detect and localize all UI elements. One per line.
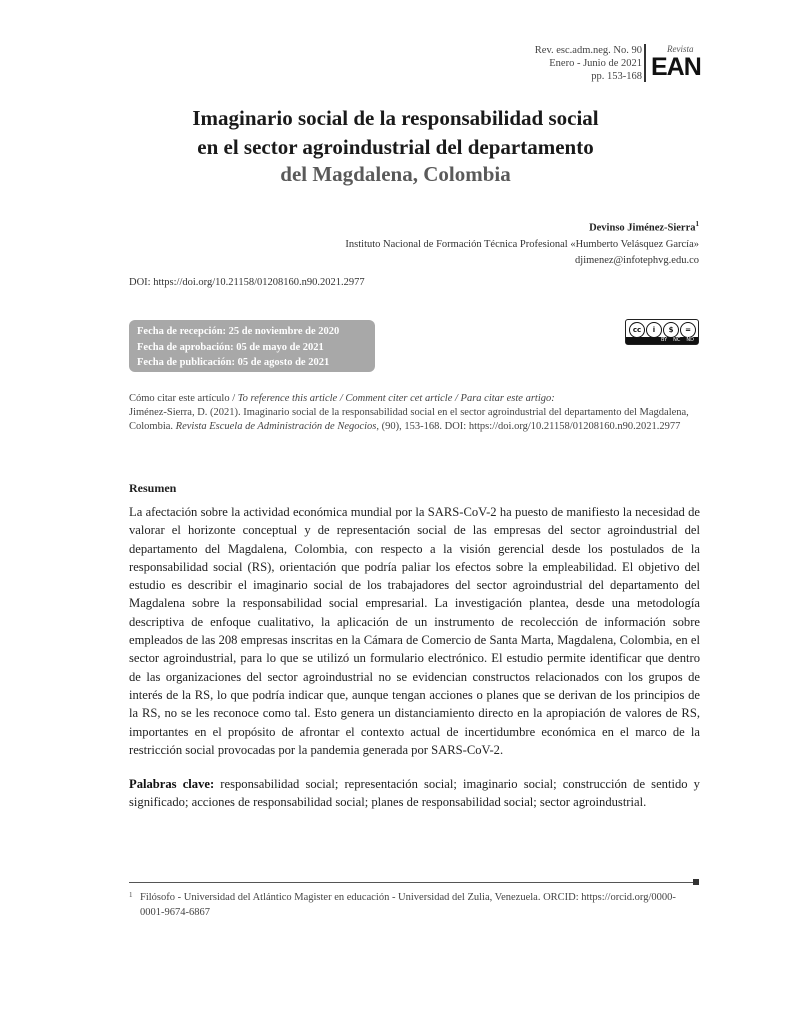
- author-name: Devinso Jiménez-Sierra$^1$: [589, 220, 699, 234]
- doi-link[interactable]: DOI: https://doi.org/10.21158/01208160.n90.2021.2977: [129, 277, 365, 288]
- license-label-nd: ND: [686, 337, 694, 343]
- footnote-text: Filósofo - Universidad del Atlántico Magister en educación - Universidad del Zulia, Venezuela. ORCID: https://orcid.org/0000-0001-9674-6867: [140, 892, 676, 918]
- footnote: [129, 890, 700, 920]
- abstract-heading: Resumen: [129, 481, 177, 495]
- noncommercial-icon: $: [663, 322, 679, 338]
- citation-block: [129, 392, 701, 434]
- attribution-icon: i: [646, 322, 662, 338]
- citation-prompt: Cómo citar este artículo / To reference this article / Comment citer cet article / Para citar este artigo:: [129, 393, 555, 404]
- title-line-1: Imaginario social de la responsabilidad social: [192, 106, 599, 130]
- journal-issue: Rev. esc.adm.neg. No. 90: [534, 45, 642, 56]
- dates-box: [129, 320, 375, 372]
- author-footnote-marker: 1: [695, 220, 699, 228]
- author-email[interactable]: djimenez@infotephvg.edu.co: [575, 254, 699, 266]
- header-divider: [644, 44, 646, 82]
- license-label-nc: NC: [673, 337, 681, 343]
- reception-date: Fecha de recepción: 25 de noviembre de 2020: [137, 326, 340, 337]
- author-block: [345, 216, 699, 269]
- abstract-body: La afectación sobre la actividad económica mundial por la SARS-CoV-2 ha puesto de manifiesto la necesidad de valorar el horizonte conceptual y de representación social de las empresas del sector agroindustrial del departamento del Magdalena, Colombia, con respecto a la visión gerencial desde los postulados de la responsabilidad social (RS), orientación que podría paliar los efectos sobre la empleabilidad. El objetivo del estudio es describir el imaginario social de los trabajadores del sector agroindustrial del departamento del Magdalena sobre la responsabilidad social empresarial. La investigación plantea, desde una metodología descriptiva de enfoque cualitativo, la aplicación de un instrumento de recolección de información sobre empleados de las 208 empresas inscritas en la Cámara de Comercio de Santa Marta, Magdalena, Colombia, en el sector agroindustrial, para lo que se utilizó un formulario electrónico. El estudio permite identificar que dentro de las organizaciones del sector agroindustrial no se evidencian constructos relacionados con los grupos de interés de la RS, lo que podría indicar que, aunque tengan acciones o planes que se derivan de los principios de la RS, no se les reconoce como tal. Esto genera un distanciamiento directo en la apropiación de valores de RS, importantes en el propósito de afrontar el contexto actual de incertidumbre económica en el marco de la restricción social provocadas por la pandemia generada por SARS-CoV-2.: [129, 505, 700, 757]
- cc-icon: cc: [629, 322, 645, 338]
- footnote-divider-end: [693, 879, 699, 885]
- keywords-text: responsabilidad social; representación social; imaginario social; construcción de sentido y significado; acciones de responsabilidad social; planes de responsabilidad social; sector agroindustrial.: [129, 777, 700, 810]
- title-line-3: del Magdalena, Colombia: [280, 162, 511, 186]
- journal-period: Enero - Junio de 2021: [549, 58, 642, 69]
- cc-license-badge[interactable]: [625, 319, 699, 345]
- ean-logo: [651, 44, 703, 84]
- footnote-marker: 1: [129, 891, 133, 899]
- title-line-2: en el sector agroindustrial del departamento: [197, 135, 594, 159]
- journal-info: [535, 44, 642, 83]
- author-institution: Instituto Nacional de Formación Técnica Profesional «Humberto Velásquez García»: [345, 238, 699, 250]
- noderivatives-icon: =: [680, 322, 696, 338]
- keywords: [129, 775, 700, 812]
- citation-prompt-other: To reference this article / Comment citer cet article / Para citar este artigo:: [237, 393, 555, 404]
- approval-date: Fecha de aprobación: 05 de mayo de 2021: [137, 341, 324, 353]
- footnote-divider: [129, 882, 694, 883]
- citation-reference: Jiménez-Sierra, D. (2021). Imaginario social de la responsabilidad social en el sector agroindustrial del departamento del Magdalena, Colombia. Revista Escuela de Administración de Negocios, (90), 153-168. DOI: https://doi.org/10.21158/01208160.n90.2021.2977: [129, 407, 689, 432]
- logo-script: Revista: [667, 44, 694, 54]
- logo-text: EAN: [651, 53, 701, 81]
- keywords-label: Palabras clave:: [129, 777, 215, 791]
- publication-date: Fecha de publicación: 05 de agosto de 2021: [137, 357, 330, 368]
- journal-pages: pp. 153-168: [591, 71, 642, 82]
- citation-journal: Revista Escuela de Administración de Negocios: [175, 421, 377, 432]
- license-label-by: BY: [660, 337, 668, 343]
